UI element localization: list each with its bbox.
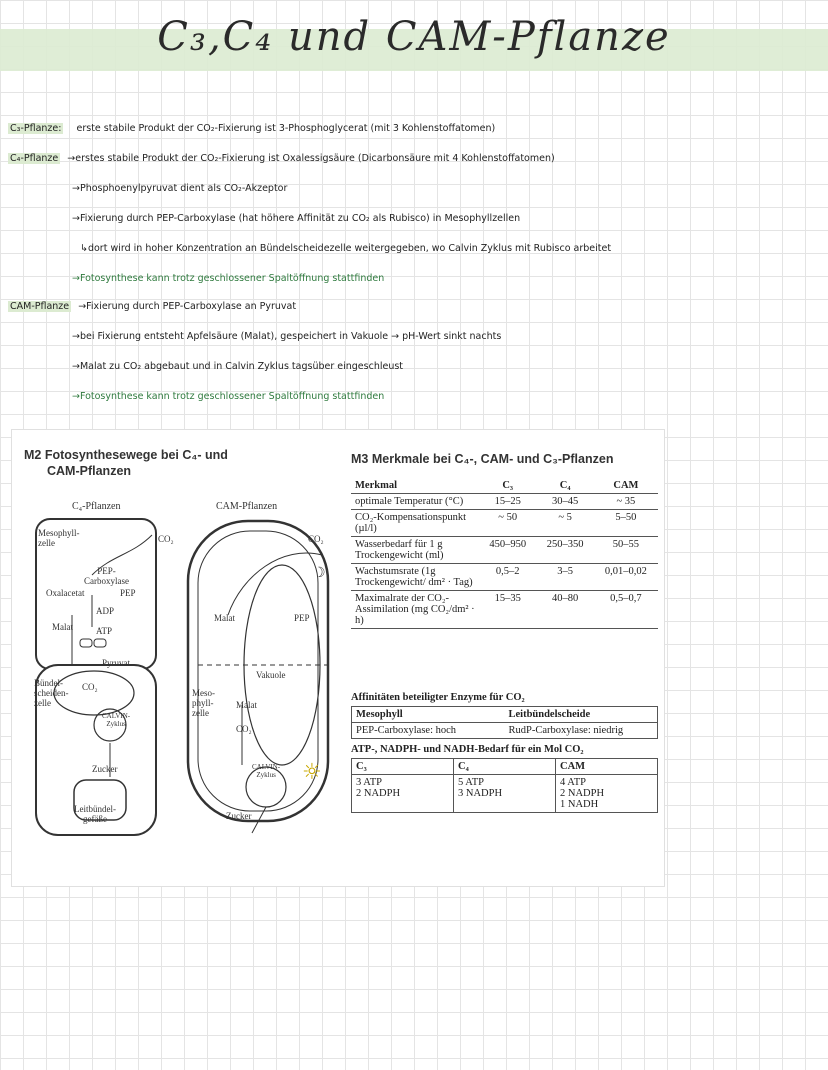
cam-calvin-label: CALVIN- Zyklus	[252, 763, 281, 779]
enzyme-header-leitbuendel: Leitbündelscheide	[505, 707, 658, 723]
table-cell: ~ 5	[536, 510, 593, 537]
cam-pep: PEP	[294, 613, 310, 623]
table-cell: CO₂-Kompensationspunkt (µl/l)	[351, 510, 479, 537]
table-cell: 40–80	[536, 591, 593, 629]
cam-mesophyllzelle: Meso- phyll- zelle	[192, 688, 215, 718]
table-cell: 0,5–2	[479, 564, 536, 591]
table-cell: 450–950	[479, 537, 536, 564]
table-row	[351, 510, 658, 537]
c4-line3: →Fixierung durch PEP-Carboxylase (hat höhere Affinität zu CO₂ als Rubisco) in Mesophyllzellen	[72, 213, 521, 224]
cam-malat2: Malat	[236, 700, 257, 710]
c4-line2: →Phosphoenylpyruvat dient als CO₂-Akzeptor	[72, 183, 288, 194]
table-cell: Maximalrate der CO₂-Assimilation (mg CO₂/dm² · h)	[351, 591, 479, 629]
table-row	[351, 564, 658, 591]
table-cell: 15–25	[479, 494, 536, 510]
table-cell: Wachstumsrate (1g Trockengewicht/ dm² · Tag)	[351, 564, 479, 591]
moon-icon: ☽	[313, 566, 326, 581]
cam-line2: →bei Fixierung entsteht Apfelsäure (Malat), gespeichert in Vakuole → pH-Wert sinkt nachts	[72, 331, 502, 342]
c4-note-row	[8, 153, 555, 164]
m3-title: M3 Merkmale bei C₄-, CAM- und C₃-Pflanzen	[351, 452, 614, 466]
table-row	[352, 707, 658, 723]
energy-cell-c4: 5 ATP 3 NADPH	[454, 775, 556, 813]
c3-note-row	[8, 123, 495, 134]
energy-table	[351, 758, 658, 813]
cam-zucker: Zucker	[226, 811, 252, 821]
c4-pyruvat: Pyruvat	[102, 658, 130, 668]
header-cam: CAM	[594, 478, 658, 494]
c4-malat: Malat	[52, 622, 73, 632]
table-row	[352, 775, 658, 813]
energy-header-cam: CAM	[556, 759, 658, 775]
enzyme-value-mesophyll: PEP-Carboxylase: hoch	[356, 725, 457, 736]
m3-header-row	[351, 478, 658, 494]
table-row	[352, 759, 658, 775]
sun-icon: ☼	[302, 760, 322, 785]
c4-co2-top: CO₂	[158, 534, 174, 544]
table-cell: 15–35	[479, 591, 536, 629]
m2-title-line2: CAM-Pflanzen	[47, 464, 132, 478]
cam-label: CAM-Pflanze	[10, 301, 70, 312]
enzyme-header-mesophyll: Mesophyll	[352, 707, 505, 723]
c3-label: C₃-Pflanze:	[10, 123, 62, 134]
cam-co2-inner: CO₂	[236, 724, 252, 734]
m3-enzyme-energy-box	[351, 692, 658, 813]
table-row	[352, 723, 658, 739]
enzyme-value-leitbuendel: RudP-Carboxylase: niedrig	[508, 725, 624, 736]
cam-heading: CAM-Pflanzen	[216, 501, 278, 512]
c4-label: C₄-Pflanze	[10, 153, 59, 164]
table-row	[351, 591, 658, 629]
table-cell: 5–50	[594, 510, 658, 537]
c4-heading: C₄-Pflanzen	[72, 501, 121, 512]
cam-line3: →Malat zu CO₂ abgebaut und in Calvin Zyklus tagsüber eingeschleust	[72, 361, 404, 372]
table-cell: 50–55	[594, 537, 658, 564]
c4-line5: →Fotosynthese kann trotz geschlossener Spaltöffnung stattfinden	[72, 273, 385, 284]
c4-oxalacetat: Oxalacetat	[46, 588, 85, 598]
table-cell: 3–5	[536, 564, 593, 591]
table-row	[351, 494, 658, 510]
c4-adp: ADP	[96, 606, 115, 616]
m2-title-line1: M2 Fotosynthesewege bei C₄- und	[24, 448, 228, 462]
cam-co2-top: CO₂	[308, 534, 324, 544]
enzyme-table	[351, 706, 658, 739]
enzyme-title: Affinitäten beteiligter Enzyme für CO₂	[351, 692, 525, 703]
table-cell: 0,01–0,02	[594, 564, 658, 591]
cam-flow-arrow	[228, 553, 322, 615]
c4-atp: ATP	[96, 626, 113, 636]
table-row	[351, 537, 658, 564]
table-cell: optimale Temperatur (°C)	[351, 494, 479, 510]
c4-pep-carboxylase: PEP- Carboxylase	[84, 566, 129, 586]
textbook-scan	[12, 430, 664, 886]
energy-cell-c3: 3 ATP 2 NADPH	[352, 775, 454, 813]
cam-note-row	[8, 301, 296, 312]
c4-zucker: Zucker	[92, 764, 118, 774]
table-cell: ~ 35	[594, 494, 658, 510]
c4-buendelscheidenzelle: Bündel- scheiden- zelle	[34, 678, 69, 708]
c3-text: erste stabile Produkt der CO₂-Fixierung ist 3-Phosphoglycerat (mit 3 Kohlenstoffatomen)	[76, 123, 496, 134]
header-merkmal: Merkmal	[351, 478, 479, 494]
c4-leitbuendel: Leitbündel- gefäße	[74, 804, 116, 824]
header-c4: C₄	[536, 478, 593, 494]
pore-icon	[94, 639, 106, 647]
c4-calvin-label: CALVIN- Zyklus	[102, 712, 131, 728]
table-cell: Wasserbedarf für 1 g Trockengewicht (ml)	[351, 537, 479, 564]
table-cell: 30–45	[536, 494, 593, 510]
c4-co2-inner: CO₂	[82, 682, 98, 692]
energy-cell-cam: 4 ATP 2 NADPH 1 NADH	[560, 777, 605, 810]
c4-mesophyll-label: Mesophyll- zelle	[38, 528, 80, 548]
energy-title: ATP-, NADPH- und NADH-Bedarf für ein Mol CO₂	[351, 744, 584, 755]
table-cell: ~ 50	[479, 510, 536, 537]
table-cell: 250–350	[536, 537, 593, 564]
header-c3: C₃	[479, 478, 536, 494]
m3-table	[351, 478, 658, 629]
cam-line4: →Fotosynthese kann trotz geschlossener Spaltöffnung stattfinden	[72, 391, 385, 402]
c4-line4: ↳dort wird in hoher Konzentration an Bündelscheidezelle weitergegeben, wo Calvin Zyklus mit Rubisco arbeitet	[80, 243, 612, 254]
cam-vakuole: Vakuole	[256, 670, 286, 680]
c4-pep: PEP	[120, 588, 136, 598]
energy-header-c4: C₄	[454, 759, 556, 775]
energy-header-c3: C₃	[352, 759, 454, 775]
cam-line1: →Fixierung durch PEP-Carboxylase an Pyruvat	[78, 301, 297, 312]
pore-icon	[80, 639, 92, 647]
page-title: C₃,C₄ und CAM-Pflanze	[157, 14, 671, 60]
c4-line1: →erstes stabile Produkt der CO₂-Fixierung ist Oxalessigsäure (Dicarbonsäure mit 4 Kohlenstoffatomen)	[67, 153, 555, 164]
cam-malat: Malat	[214, 613, 235, 623]
table-cell: 0,5–0,7	[594, 591, 658, 629]
